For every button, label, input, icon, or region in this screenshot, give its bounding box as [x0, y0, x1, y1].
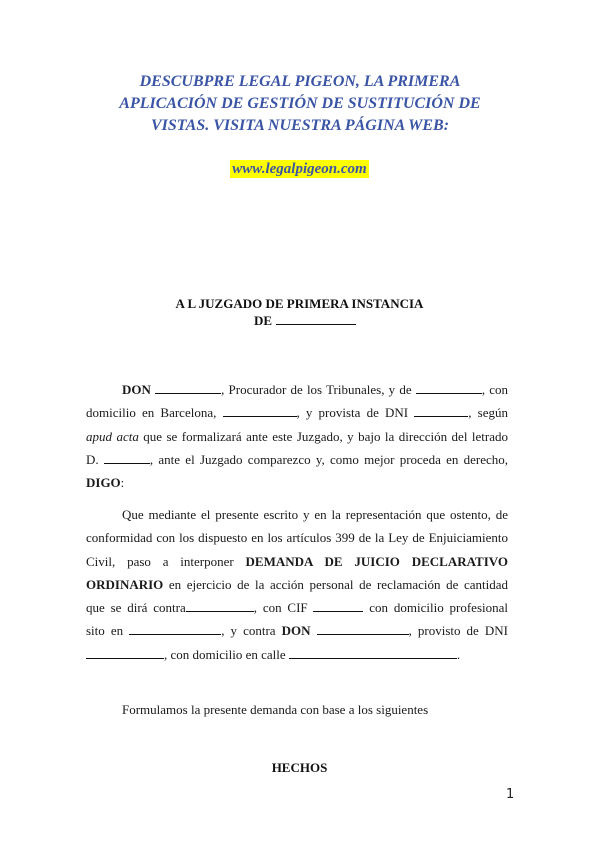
- court-heading: A L JUZGADO DE PRIMERA INSTANCIA: [175, 296, 424, 311]
- blank-field: [414, 405, 468, 417]
- don-label: DON: [281, 623, 311, 639]
- p1-text: , con: [481, 382, 509, 397]
- p2-text: , con domicilio en calle: [164, 646, 286, 662]
- digo-label: DIGO: [86, 475, 121, 491]
- p2-line-5: [86, 596, 508, 619]
- p1-line-1: [86, 378, 508, 401]
- court-location-prefix: DE: [254, 313, 273, 328]
- apud-acta: apud acta: [86, 428, 139, 444]
- court-location-blank: [276, 312, 356, 325]
- website-link-container: [0, 160, 599, 178]
- promo-banner: [95, 71, 505, 137]
- hechos-heading: HECHOS: [271, 760, 328, 775]
- p1-text: :: [120, 475, 125, 491]
- promo-line-2: APLICACIÓN DE GESTIÓN DE SUSTITUCIÓN DE: [119, 95, 481, 112]
- website-link[interactable]: www.legalpigeon.com: [232, 161, 367, 177]
- p1-text: domicilio en Barcelona,: [86, 405, 217, 421]
- p2-line-4: [86, 573, 508, 596]
- page-number: 1: [506, 787, 515, 802]
- p2-text: Civil, paso a interponer: [86, 553, 234, 569]
- blank-field: [289, 647, 457, 659]
- paragraph-formulamos: Formulamos la presente demanda con base a los siguientes: [122, 702, 429, 717]
- demanda-label: DEMANDA DE JUICIO DECLARATIVO: [245, 553, 508, 569]
- don-label: DON: [122, 382, 151, 397]
- p2-text: que se dirá contra: [86, 600, 186, 616]
- p2-line-1: Que mediante el presente escrito y en la representación que ostento, de: [122, 507, 508, 522]
- p1-text: , según: [468, 405, 508, 421]
- p1-line-5: [86, 471, 508, 494]
- promo-line-3: VISTAS. VISITA NUESTRA PÁGINA WEB:: [150, 117, 450, 134]
- p2-text: , y contra: [221, 623, 276, 639]
- p1-line-3: [86, 425, 508, 448]
- ordinario-label: ORDINARIO: [86, 576, 164, 592]
- promo-line-1: DESCUBPRE LEGAL PIGEON, LA PRIMERA: [139, 73, 461, 90]
- p2-line-3: [86, 550, 508, 573]
- p2-line-7: [86, 643, 508, 666]
- blank-field: [129, 623, 221, 635]
- paragraph-comparecencia: [86, 378, 508, 494]
- p1-line-4: [86, 448, 508, 471]
- p2-text: con domicilio profesional: [363, 600, 509, 616]
- p1-line-2: [86, 401, 508, 424]
- p2-line-2: conformidad con los dispuesto en los artículos 399 de la Ley de Enjuiciamiento: [86, 530, 508, 546]
- p1-text: , ante el Juzgado comparezco y, como mejor proceda en derecho,: [149, 451, 509, 467]
- blank-field: [416, 382, 482, 394]
- p1-text: , y provista de DNI: [296, 405, 409, 421]
- blank-field: [186, 600, 254, 612]
- blank-field: [86, 647, 164, 659]
- p1-text: D.: [86, 451, 99, 467]
- p2-text: .: [456, 646, 461, 662]
- p2-text: en ejercicio de la acción personal de reclamación de cantidad: [163, 576, 508, 592]
- blank-field: [155, 382, 221, 394]
- blank-field: [104, 452, 150, 464]
- p1-text: , Procurador de los Tribunales, y de: [221, 382, 412, 397]
- p2-line-6: [86, 619, 508, 642]
- p2-text: , provisto de DNI: [408, 623, 508, 639]
- p2-text: , con CIF: [253, 600, 308, 616]
- blank-field: [223, 405, 297, 417]
- court-location: [254, 312, 356, 329]
- p2-text: sito en: [86, 623, 124, 639]
- paragraph-demanda: [86, 503, 508, 666]
- blank-field: [313, 600, 363, 612]
- blank-field: [317, 623, 409, 635]
- p1-text: que se formalizará ante este Juzgado, y bajo la dirección del letrado: [138, 428, 508, 444]
